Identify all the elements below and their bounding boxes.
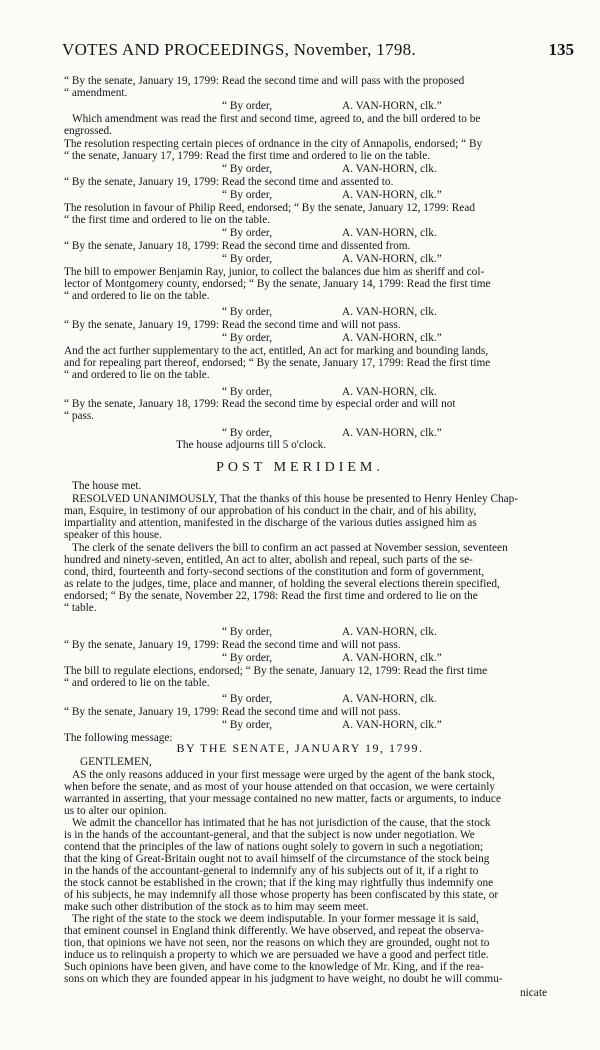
text-line: of his subjects, he may indemnify all those whose property has been confiscated by this state, or xyxy=(64,889,499,901)
text-line: “ By the senate, January 19, 1799: Read the second time and will not pass. xyxy=(64,319,401,331)
text-line: and for repealing part thereof, endorsed; “ By the senate, January 17, 1799: Read the first time xyxy=(64,357,491,369)
text-line: make such other distribution of the stock as to him may seem meet. xyxy=(64,901,369,913)
text-line: as relate to the judges, time, place and manner, of holding the several elections therein specified, xyxy=(64,578,500,590)
text-line: The resolution respecting certain pieces of ordnance in the city of Annapolis, endorsed; “ By xyxy=(64,138,483,150)
text-line: impartiality and attention, manifested in the discharge of the various duties assigned him as xyxy=(64,517,477,529)
adjournment-line: The house adjourns till 5 o'clock. xyxy=(176,439,327,451)
text-line: The house met. xyxy=(72,480,142,492)
running-title: VOTES AND PROCEEDINGS, November, 1798. xyxy=(62,40,417,59)
signature-line: “ By order, A. VAN-HORN, clk.” xyxy=(222,100,442,112)
text-line: “ and ordered to lie on the table. xyxy=(64,369,210,381)
text-line: engrossed. xyxy=(64,125,113,137)
text-line: The right of the state to the stock we deem indisputable. In your former message it is said, xyxy=(72,913,479,925)
text-line: when before the senate, and as most of your house attended on that occasion, we were certainly xyxy=(64,781,496,793)
text-line: The following message: xyxy=(64,732,173,744)
text-line: tion, that opinions we have not seen, nor the reasons on which they are grounded, ought not to xyxy=(64,937,490,949)
text-line: contend that the principles of the law of nations ought solely to govern in such a negotiation; xyxy=(64,841,484,853)
salutation: GENTLEMEN, xyxy=(80,756,152,768)
text-line: “ pass. xyxy=(64,410,95,422)
signature-line: “ By order, A. VAN-HORN, clk. xyxy=(222,626,437,638)
text-line: warranted in asserting, that your message contained no new matter, facts or arguments, to induce xyxy=(64,793,501,805)
text-line: “ By the senate, January 18, 1799: Read the second time by especial order and will not xyxy=(64,398,456,410)
signature-line: “ By order, A. VAN-HORN, clk.” xyxy=(222,189,442,201)
text-line: “ By the senate, January 19, 1799: Read the second time and will not pass. xyxy=(64,706,401,718)
text-line: man, Esquire, in testimony of our approbation of his conduct in the chair, and of his ability, xyxy=(64,505,477,517)
text-line: “ amendment. xyxy=(64,87,128,99)
text-line: The bill to empower Benjamin Ray, junior, to collect the balances due him as sheriff and col- xyxy=(64,266,485,278)
text-line: the stock cannot be established in the crown; that if the king may rightfully thus indemnify one xyxy=(64,877,494,889)
text-line: AS the only reasons adduced in your first message were urged by the agent of the bank stock, xyxy=(72,769,495,781)
text-line: “ By the senate, January 19, 1799: Read the second time and assented to. xyxy=(64,176,394,188)
text-line: And the act further supplementary to the act, entitled, An act for marking and bounding lands, xyxy=(64,345,489,357)
text-line: hundred and ninety-seven, entitled, An act to alter, abolish and repeal, such parts of the se- xyxy=(64,554,473,566)
text-line: We admit the chancellor has intimated that he has not jurisdiction of the cause, that the stock xyxy=(72,817,491,829)
text-line: The clerk of the senate delivers the bill to confirm an act passed at November session, seventeen xyxy=(72,542,508,554)
message-heading: BY THE SENATE, JANUARY 19, 1799. xyxy=(176,741,424,755)
signature-line: “ By order, A. VAN-HORN, clk. xyxy=(222,693,437,705)
signature-line: “ By order, A. VAN-HORN, clk.” xyxy=(222,253,442,265)
signature-line: “ By order, A. VAN-HORN, clk. xyxy=(222,227,437,239)
text-line: “ the first time and ordered to lie on the table. xyxy=(64,214,271,226)
text-line: The bill to regulate elections, endorsed; “ By the senate, January 12, 1799: Read the first time xyxy=(64,665,488,677)
text-line: “ By the senate, January 18, 1799: Read the second time and dissented from. xyxy=(64,240,411,252)
catchword: nicate xyxy=(520,987,547,999)
signature-line: “ By order, A. VAN-HORN, clk.” xyxy=(222,719,442,731)
text-line: induce us to relinquish a property to which we are persuaded we have a good and perfect title. xyxy=(64,949,489,961)
signature-line: “ By order, A. VAN-HORN, clk.” xyxy=(222,652,442,664)
text-line: Such opinions have been given, and have come to the knowledge of Mr. King, and if the rea- xyxy=(64,961,484,973)
text-line: cond, third, fourteenth and forty-second sections of the constitution and form of government, xyxy=(64,566,485,578)
text-line: is in the hands of the accountant-general, and that the subject is now under negotiation. We xyxy=(64,829,475,841)
text-line: “ the senate, January 17, 1799: Read the first time and ordered to lie on the table. xyxy=(64,150,431,162)
text-line: speaker of this house. xyxy=(64,529,162,541)
text-line: endorsed; “ By the senate, November 22, 1798: Read the first time and ordered to lie on the xyxy=(64,590,478,602)
section-heading: POST MERIDIEM. xyxy=(216,460,384,475)
page-number: 135 xyxy=(548,40,574,59)
text-line: sons on which they are founded appear in his judgment to have weight, no doubt he will commu- xyxy=(64,973,503,985)
text-line: that eminent counsel in England think differently. We have observed, and repeat the observa- xyxy=(64,925,484,937)
text-line: “ table. xyxy=(64,602,97,614)
signature-line: “ By order, A. VAN-HORN, clk. xyxy=(222,306,437,318)
signature-line: “ By order, A. VAN-HORN, clk. xyxy=(222,386,437,398)
text-line: that the king of Great-Britain ought not to avail himself of the circumstance of the stock being xyxy=(64,853,490,865)
text-line: us to alter our opinion. xyxy=(64,805,167,817)
text-line: Which amendment was read the first and second time, agreed to, and the bill ordered to be xyxy=(72,113,481,125)
text-line: The resolution in favour of Philip Reed, endorsed; “ By the senate, January 12, 1799: Read xyxy=(64,202,475,214)
text-line: in the hands of the accountant-general to indemnify any of his subjects out of it, if a right to xyxy=(64,865,479,877)
text-line: lector of Montgomery county, endorsed; “ By the senate, January 14, 1799: Read the first time xyxy=(64,278,491,290)
signature-line: “ By order, A. VAN-HORN, clk.” xyxy=(222,427,442,439)
text-line: “ By the senate, January 19, 1799: Read the second time and will pass with the proposed xyxy=(64,75,465,87)
signature-line: “ By order, A. VAN-HORN, clk.” xyxy=(222,332,442,344)
text-line: “ and ordered to lie on the table. xyxy=(64,677,210,689)
text-line: RESOLVED UNANIMOUSLY, That the thanks of this house be presented to Henry Henley Chap- xyxy=(72,493,519,505)
signature-line: “ By order, A. VAN-HORN, clk. xyxy=(222,163,437,175)
text-line: “ By the senate, January 19, 1799: Read the second time and will not pass. xyxy=(64,639,401,651)
text-line: “ and ordered to lie on the table. xyxy=(64,290,210,302)
